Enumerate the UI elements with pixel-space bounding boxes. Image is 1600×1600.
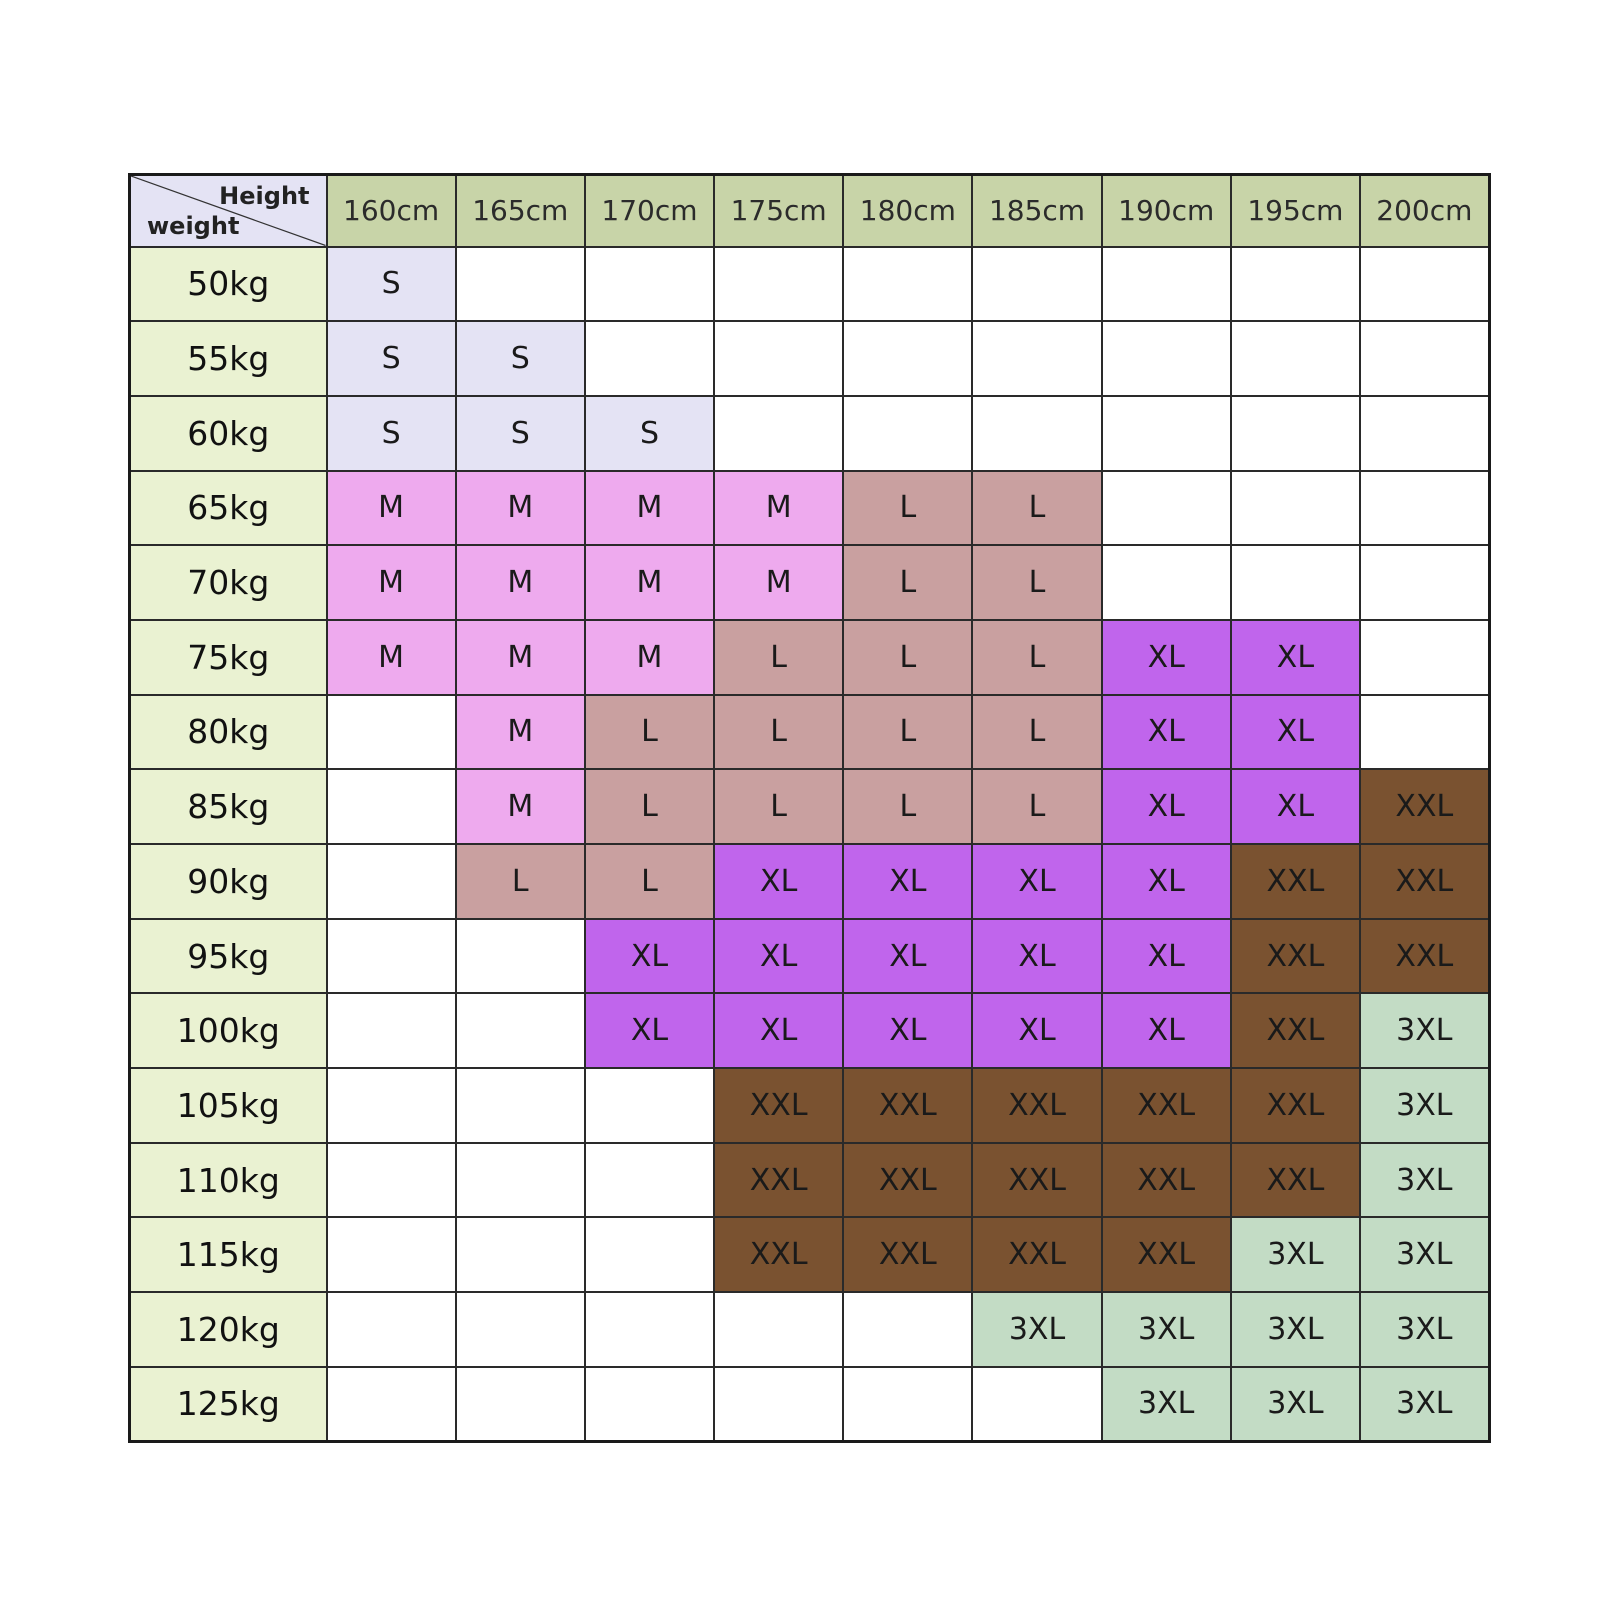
table-row bbox=[130, 1143, 1490, 1218]
size-chart-table bbox=[128, 173, 1491, 1443]
size-cell: 3XL bbox=[1360, 1143, 1489, 1218]
size-cell: XXL bbox=[972, 1068, 1101, 1143]
size-cell: XL bbox=[1231, 769, 1360, 844]
size-cell: XXL bbox=[1231, 844, 1360, 919]
weight-header-cell: 60kg bbox=[130, 396, 327, 471]
size-cell bbox=[456, 1068, 585, 1143]
size-cell: L bbox=[972, 695, 1101, 770]
size-cell bbox=[327, 1143, 456, 1218]
weight-header-cell: 125kg bbox=[130, 1367, 327, 1442]
size-cell: M bbox=[327, 545, 456, 620]
size-cell: XL bbox=[1102, 993, 1231, 1068]
size-cell: 3XL bbox=[1102, 1367, 1231, 1442]
height-header-cell: 195cm bbox=[1231, 175, 1360, 247]
size-cell: 3XL bbox=[1360, 1367, 1489, 1442]
size-cell: XXL bbox=[1231, 919, 1360, 994]
height-header-row bbox=[130, 175, 1490, 247]
height-header-cell: 160cm bbox=[327, 175, 456, 247]
size-cell bbox=[585, 1068, 714, 1143]
size-cell bbox=[714, 1292, 843, 1367]
size-cell: S bbox=[327, 396, 456, 471]
size-cell bbox=[843, 1367, 972, 1442]
size-cell: XXL bbox=[714, 1217, 843, 1292]
height-header-cell: 175cm bbox=[714, 175, 843, 247]
size-cell: XL bbox=[1102, 769, 1231, 844]
size-cell: M bbox=[585, 620, 714, 695]
size-cell: 3XL bbox=[1360, 1217, 1489, 1292]
size-cell: XXL bbox=[972, 1143, 1101, 1218]
height-header-cell: 180cm bbox=[843, 175, 972, 247]
size-cell: XXL bbox=[1360, 919, 1489, 994]
weight-header-cell: 105kg bbox=[130, 1068, 327, 1143]
size-chart-body bbox=[130, 247, 1490, 1442]
size-cell bbox=[585, 321, 714, 396]
size-cell: M bbox=[327, 620, 456, 695]
size-cell bbox=[585, 1217, 714, 1292]
weight-header-cell: 50kg bbox=[130, 247, 327, 322]
size-cell bbox=[714, 247, 843, 322]
size-cell bbox=[456, 1217, 585, 1292]
size-cell: M bbox=[456, 620, 585, 695]
size-cell bbox=[1231, 396, 1360, 471]
size-cell bbox=[1231, 247, 1360, 322]
table-row bbox=[130, 545, 1490, 620]
size-cell: M bbox=[456, 695, 585, 770]
size-cell bbox=[1231, 545, 1360, 620]
size-cell bbox=[327, 695, 456, 770]
size-cell: 3XL bbox=[1360, 1068, 1489, 1143]
size-cell bbox=[327, 1217, 456, 1292]
size-cell bbox=[585, 1143, 714, 1218]
size-cell: M bbox=[585, 471, 714, 546]
size-cell: M bbox=[456, 769, 585, 844]
table-row bbox=[130, 247, 1490, 322]
size-cell: XXL bbox=[1231, 1068, 1360, 1143]
size-cell bbox=[1102, 471, 1231, 546]
size-cell bbox=[1360, 620, 1489, 695]
size-cell: L bbox=[843, 471, 972, 546]
height-header-cell: 190cm bbox=[1102, 175, 1231, 247]
weight-header-cell: 100kg bbox=[130, 993, 327, 1068]
size-cell bbox=[972, 247, 1101, 322]
size-cell: XL bbox=[1102, 620, 1231, 695]
size-cell bbox=[327, 1292, 456, 1367]
weight-header-cell: 80kg bbox=[130, 695, 327, 770]
size-cell: XL bbox=[1102, 919, 1231, 994]
size-cell: XL bbox=[714, 844, 843, 919]
height-header-cell: 185cm bbox=[972, 175, 1101, 247]
size-cell: XXL bbox=[972, 1217, 1101, 1292]
table-row bbox=[130, 1367, 1490, 1442]
weight-header-cell: 95kg bbox=[130, 919, 327, 994]
weight-header-cell: 90kg bbox=[130, 844, 327, 919]
size-cell bbox=[1360, 545, 1489, 620]
height-header-cell: 200cm bbox=[1360, 175, 1489, 247]
size-cell bbox=[843, 321, 972, 396]
table-row bbox=[130, 993, 1490, 1068]
size-cell bbox=[714, 396, 843, 471]
size-cell: XL bbox=[714, 993, 843, 1068]
size-cell: L bbox=[456, 844, 585, 919]
size-cell: L bbox=[714, 695, 843, 770]
weight-header-cell: 115kg bbox=[130, 1217, 327, 1292]
size-cell: XXL bbox=[1102, 1217, 1231, 1292]
size-cell: XL bbox=[972, 919, 1101, 994]
size-cell bbox=[1102, 247, 1231, 322]
size-cell bbox=[1360, 695, 1489, 770]
size-cell: 3XL bbox=[1231, 1217, 1360, 1292]
size-cell: L bbox=[972, 545, 1101, 620]
size-cell: L bbox=[585, 695, 714, 770]
size-cell: L bbox=[972, 769, 1101, 844]
size-cell bbox=[585, 247, 714, 322]
size-cell: XL bbox=[972, 993, 1101, 1068]
size-cell: M bbox=[456, 545, 585, 620]
size-cell: L bbox=[972, 471, 1101, 546]
size-cell bbox=[327, 919, 456, 994]
size-cell bbox=[585, 1367, 714, 1442]
table-row bbox=[130, 1217, 1490, 1292]
size-cell bbox=[327, 1367, 456, 1442]
table-row bbox=[130, 919, 1490, 994]
height-header-cell: 170cm bbox=[585, 175, 714, 247]
size-cell: S bbox=[327, 247, 456, 322]
size-cell bbox=[327, 1068, 456, 1143]
size-cell: 3XL bbox=[972, 1292, 1101, 1367]
weight-header-cell: 110kg bbox=[130, 1143, 327, 1218]
size-cell bbox=[1360, 321, 1489, 396]
size-cell: M bbox=[327, 471, 456, 546]
size-cell bbox=[972, 396, 1101, 471]
size-cell bbox=[1231, 321, 1360, 396]
size-cell bbox=[327, 993, 456, 1068]
size-cell bbox=[972, 1367, 1101, 1442]
size-cell: XXL bbox=[1231, 993, 1360, 1068]
size-cell: XL bbox=[843, 993, 972, 1068]
size-cell bbox=[1102, 545, 1231, 620]
size-cell bbox=[456, 919, 585, 994]
corner-cell bbox=[130, 175, 327, 247]
size-cell: S bbox=[456, 396, 585, 471]
size-cell: XXL bbox=[1102, 1143, 1231, 1218]
table-row bbox=[130, 769, 1490, 844]
size-cell bbox=[1360, 396, 1489, 471]
weight-header-cell: 75kg bbox=[130, 620, 327, 695]
size-cell: XXL bbox=[1360, 769, 1489, 844]
size-cell bbox=[456, 247, 585, 322]
size-cell bbox=[327, 844, 456, 919]
size-cell: L bbox=[843, 620, 972, 695]
size-cell: XXL bbox=[843, 1217, 972, 1292]
size-cell: XXL bbox=[714, 1068, 843, 1143]
size-cell bbox=[456, 1367, 585, 1442]
size-cell: XL bbox=[585, 919, 714, 994]
weight-header-cell: 120kg bbox=[130, 1292, 327, 1367]
size-cell: S bbox=[327, 321, 456, 396]
size-cell: XXL bbox=[1360, 844, 1489, 919]
height-header-cell: 165cm bbox=[456, 175, 585, 247]
table-row bbox=[130, 620, 1490, 695]
size-cell: XL bbox=[585, 993, 714, 1068]
size-cell: XL bbox=[843, 919, 972, 994]
size-cell bbox=[1102, 396, 1231, 471]
size-cell bbox=[714, 1367, 843, 1442]
size-cell bbox=[1231, 471, 1360, 546]
size-cell bbox=[456, 993, 585, 1068]
table-row bbox=[130, 471, 1490, 546]
table-row bbox=[130, 1068, 1490, 1143]
size-cell: S bbox=[585, 396, 714, 471]
weight-header-cell: 85kg bbox=[130, 769, 327, 844]
weight-header-cell: 65kg bbox=[130, 471, 327, 546]
size-cell: M bbox=[714, 471, 843, 546]
weight-axis-label: weight bbox=[147, 211, 240, 240]
height-axis-label: Height bbox=[219, 182, 310, 210]
size-cell: M bbox=[456, 471, 585, 546]
size-cell: L bbox=[843, 695, 972, 770]
table-row bbox=[130, 321, 1490, 396]
size-cell: L bbox=[585, 844, 714, 919]
size-cell: L bbox=[972, 620, 1101, 695]
size-cell bbox=[843, 247, 972, 322]
size-cell bbox=[456, 1143, 585, 1218]
size-cell: XL bbox=[972, 844, 1101, 919]
size-cell: XL bbox=[843, 844, 972, 919]
size-cell: 3XL bbox=[1231, 1292, 1360, 1367]
size-cell: XL bbox=[1102, 695, 1231, 770]
size-cell: XXL bbox=[843, 1068, 972, 1143]
size-cell: XL bbox=[714, 919, 843, 994]
size-cell: 3XL bbox=[1231, 1367, 1360, 1442]
size-cell bbox=[714, 321, 843, 396]
size-cell: L bbox=[843, 769, 972, 844]
size-cell: M bbox=[585, 545, 714, 620]
size-cell: L bbox=[843, 545, 972, 620]
size-cell bbox=[843, 1292, 972, 1367]
size-cell: XL bbox=[1231, 620, 1360, 695]
size-cell bbox=[972, 321, 1101, 396]
table-row bbox=[130, 396, 1490, 471]
size-cell: L bbox=[585, 769, 714, 844]
table-row bbox=[130, 695, 1490, 770]
size-cell: S bbox=[456, 321, 585, 396]
size-cell: 3XL bbox=[1360, 993, 1489, 1068]
size-cell: XXL bbox=[1102, 1068, 1231, 1143]
table-row bbox=[130, 844, 1490, 919]
size-cell: XXL bbox=[714, 1143, 843, 1218]
size-cell: 3XL bbox=[1102, 1292, 1231, 1367]
size-cell bbox=[1360, 471, 1489, 546]
size-cell bbox=[1360, 247, 1489, 322]
size-cell: M bbox=[714, 545, 843, 620]
size-cell bbox=[1102, 321, 1231, 396]
size-cell bbox=[327, 769, 456, 844]
size-cell: XL bbox=[1102, 844, 1231, 919]
size-cell bbox=[843, 396, 972, 471]
size-cell: L bbox=[714, 620, 843, 695]
size-cell: XL bbox=[1231, 695, 1360, 770]
weight-header-cell: 70kg bbox=[130, 545, 327, 620]
size-cell: L bbox=[714, 769, 843, 844]
size-cell bbox=[585, 1292, 714, 1367]
size-cell bbox=[456, 1292, 585, 1367]
size-cell: 3XL bbox=[1360, 1292, 1489, 1367]
table-row bbox=[130, 1292, 1490, 1367]
weight-header-cell: 55kg bbox=[130, 321, 327, 396]
size-cell: XXL bbox=[1231, 1143, 1360, 1218]
size-cell: XXL bbox=[843, 1143, 972, 1218]
